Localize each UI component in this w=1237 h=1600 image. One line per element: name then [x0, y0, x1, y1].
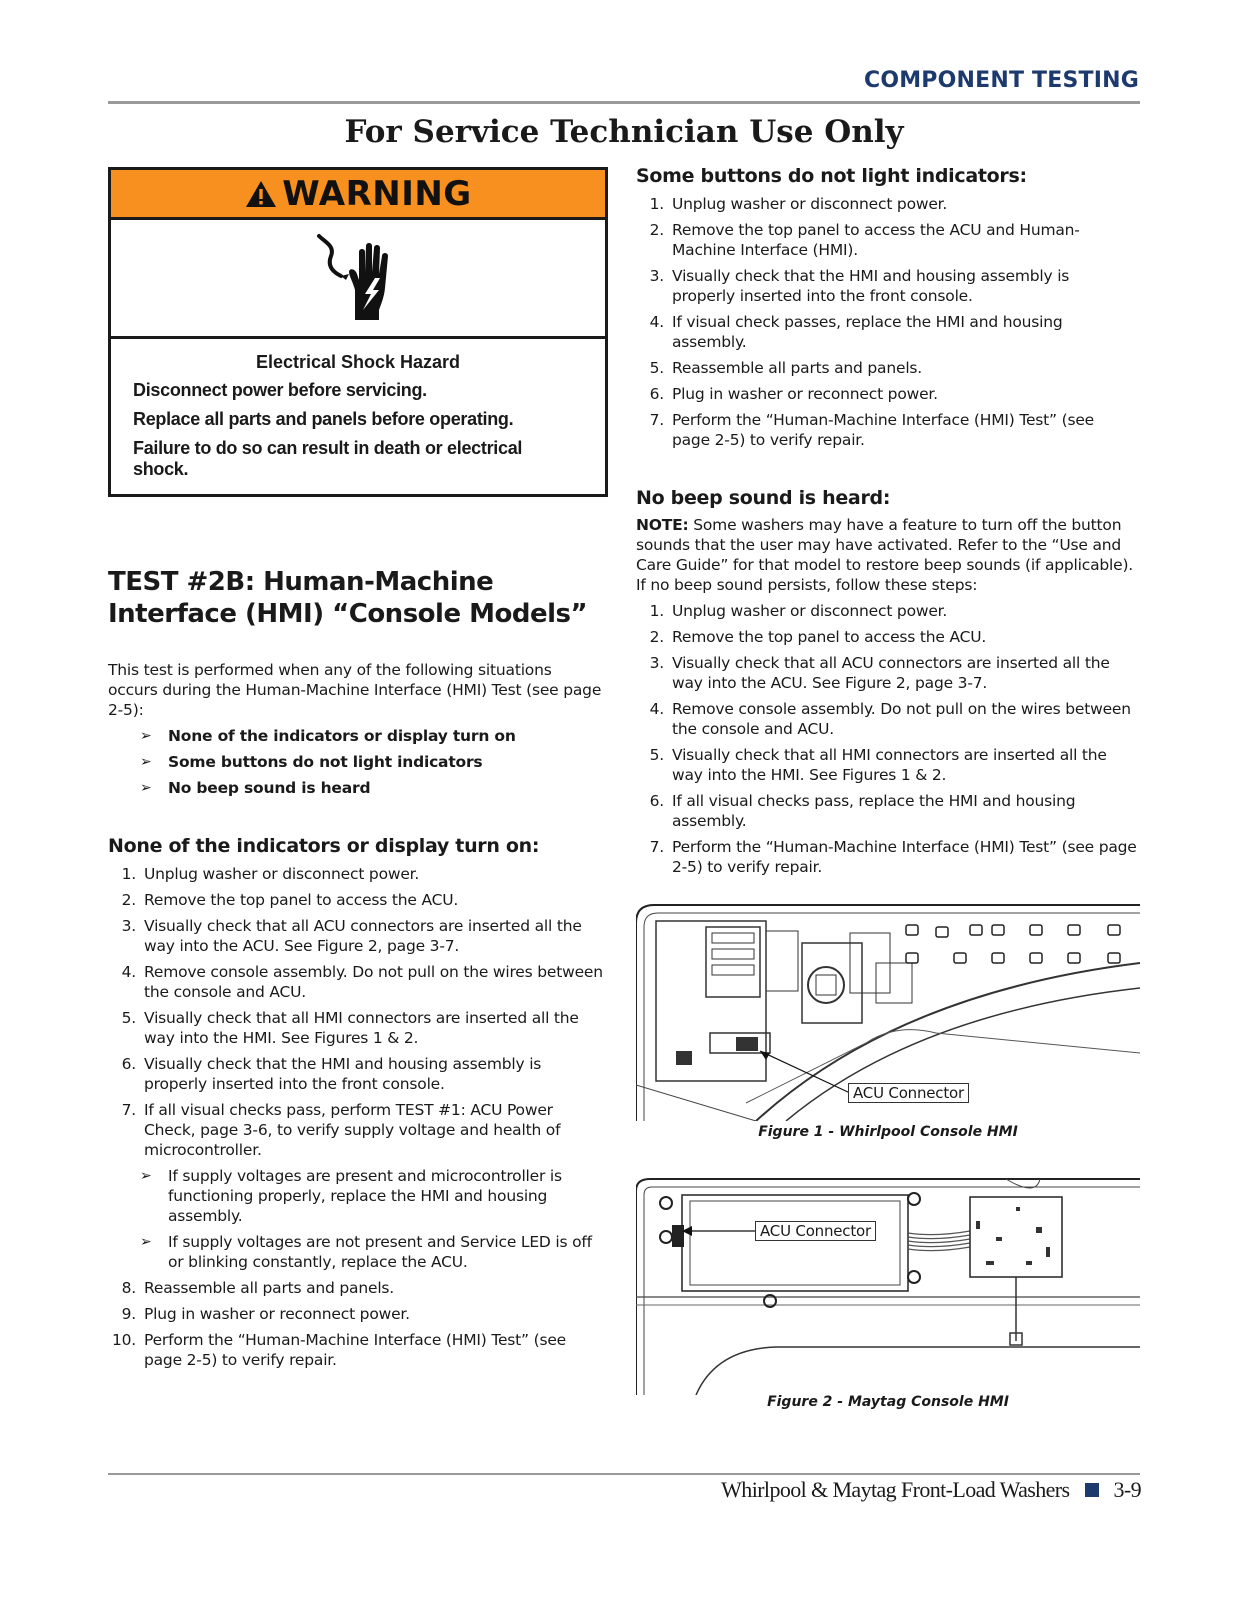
- list-item: 1. Unplug washer or disconnect power.: [649, 195, 948, 213]
- list-item: [138, 752, 603, 772]
- alert-triangle-icon: [244, 179, 278, 209]
- step-text: Visually check that all ACU connectors are inserted all the way into the ACU. See Figure 2, page 3-7.: [672, 654, 1110, 692]
- list-item: 1. Unplug washer or disconnect power.: [121, 865, 420, 883]
- list-item: 5. Visually check that all HMI connectors are inserted all the way into the HMI. See Figures 1 & 2.: [649, 746, 1107, 784]
- step-text: If visual check passes, replace the HMI and housing assembly.: [672, 313, 1063, 351]
- arrow-bullet-icon: ➢: [140, 780, 152, 796]
- step-text: Remove the top panel to access the ACU.: [672, 628, 987, 646]
- list-item: 4. Remove console assembly. Do not pull on the wires between the console and ACU.: [649, 700, 1131, 738]
- none-steps-after: [108, 1278, 608, 1370]
- none-steps: [108, 864, 608, 1160]
- arrow-bullet-icon: ➢: [140, 754, 152, 770]
- test-intro-block: [108, 660, 603, 804]
- beep-steps: [636, 601, 1140, 877]
- list-item: 5. Reassemble all parts and panels.: [649, 359, 923, 377]
- step-text: Unplug washer or disconnect power.: [672, 195, 948, 213]
- figure-1: [636, 903, 1140, 1121]
- some-section-body: [636, 194, 1136, 456]
- warning-hazard: Electrical Shock Hazard: [255, 352, 461, 372]
- arrow-bullet-icon: ➢: [140, 1168, 152, 1184]
- fig2-callout: ACU Connector: [755, 1221, 876, 1241]
- situation-list: [138, 726, 603, 798]
- figure-2: [636, 1177, 1140, 1395]
- beep-section-title: No beep sound is heard:: [636, 487, 891, 509]
- bullet-text: If supply voltages are not present and Service LED is off or blinking constantly, replace the ACU.: [168, 1233, 592, 1271]
- none-sub-bullets: [138, 1166, 608, 1272]
- step-text: If all visual checks pass, perform TEST #1: ACU Power Check, page 3-6, to verify supply voltage and health of microcontroller.: [144, 1101, 561, 1159]
- note-text: Some washers may have a feature to turn off the button sounds that the user may have activated. Refer to the “Use and Care Guide” for that model to restore beep sounds (if applicable). If no beep sound persists, follow these steps:: [636, 516, 1134, 594]
- list-item: 2. Remove the top panel to access the ACU.: [649, 628, 987, 646]
- list-item: 4. Remove console assembly. Do not pull on the wires between the console and ACU.: [121, 963, 603, 1001]
- step-text: Visually check that the HMI and housing assembly is properly inserted into the front console.: [672, 267, 1070, 305]
- step-text: Visually check that the HMI and housing assembly is properly inserted into the front console.: [144, 1055, 542, 1093]
- list-item: [138, 1166, 608, 1226]
- step-text: Unplug washer or disconnect power.: [144, 865, 420, 883]
- list-item: 7. If all visual checks pass, perform TEST #1: ACU Power Check, page 3-6, to verify supply voltage and health of microcontroller.: [121, 1101, 561, 1159]
- step-text: Reassemble all parts and panels.: [144, 1279, 395, 1297]
- list-item: 4. If visual check passes, replace the HMI and housing assembly.: [649, 313, 1063, 351]
- list-item: 6. Visually check that the HMI and housing assembly is properly inserted into the front console.: [121, 1055, 542, 1093]
- list-item: 6. If all visual checks pass, replace the HMI and housing assembly.: [649, 792, 1076, 830]
- step-text: Perform the “Human-Machine Interface (HMI) Test” (see page 2-5) to verify repair.: [144, 1331, 567, 1369]
- list-item: 5. Visually check that all HMI connectors are inserted all the way into the HMI. See Figures 1 & 2.: [121, 1009, 579, 1047]
- list-item: 2. Remove the top panel to access the ACU.: [121, 891, 459, 909]
- step-text: Visually check that all ACU connectors are inserted all the way into the ACU. See Figure 2, page 3-7.: [144, 917, 582, 955]
- page-title: For Service Technician Use Only: [344, 114, 904, 150]
- none-section-title: None of the indicators or display turn on:: [108, 835, 540, 857]
- none-section-body: [108, 864, 608, 1376]
- figure-1-caption: Figure 1 - Whirlpool Console HMI: [758, 1124, 1018, 1140]
- warning-text: [111, 352, 605, 488]
- footer: [721, 1477, 1141, 1503]
- warning-line: Failure to do so can result in death or electrical shock.: [133, 438, 523, 479]
- list-item: [138, 726, 603, 746]
- step-text: Plug in washer or reconnect power.: [672, 385, 938, 403]
- list-item: 3. Visually check that all ACU connectors are inserted all the way into the ACU. See Figure 2, page 3-7.: [121, 917, 582, 955]
- list-item: [138, 1232, 608, 1272]
- list-item: 9. Plug in washer or reconnect power.: [121, 1305, 410, 1323]
- warning-label: WARNING: [282, 173, 472, 214]
- step-text: Remove the top panel to access the ACU.: [144, 891, 459, 909]
- test-title: TEST #2B: Human-Machine Interface (HMI) “Console Models”: [108, 567, 588, 629]
- arrow-bullet-icon: ➢: [140, 1234, 152, 1250]
- step-text: Reassemble all parts and panels.: [672, 359, 923, 377]
- situation-text: No beep sound is heard: [168, 779, 371, 797]
- step-text: Remove console assembly. Do not pull on the wires between the console and ACU.: [672, 700, 1131, 738]
- step-text: Plug in washer or reconnect power.: [144, 1305, 410, 1323]
- arrow-bullet-icon: ➢: [140, 728, 152, 744]
- list-item: 6. Plug in washer or reconnect power.: [649, 385, 938, 403]
- section-title: COMPONENT TESTING: [863, 68, 1139, 93]
- step-text: Remove console assembly. Do not pull on the wires between the console and ACU.: [144, 963, 603, 1001]
- step-text: Perform the “Human-Machine Interface (HMI) Test” (see page 2-5) to verify repair.: [672, 411, 1095, 449]
- header-rule: [108, 101, 1140, 104]
- fig1-callout: ACU Connector: [848, 1083, 969, 1103]
- situation-text: None of the indicators or display turn on: [168, 727, 516, 745]
- warning-icon-area: [111, 220, 605, 339]
- warning-header: [111, 170, 605, 220]
- list-item: 3. Visually check that all ACU connectors are inserted all the way into the ACU. See Figure 2, page 3-7.: [649, 654, 1110, 692]
- footer-text: Whirlpool & Maytag Front-Load Washers: [721, 1477, 1070, 1502]
- footer-rule: [108, 1473, 1140, 1475]
- situation-text: Some buttons do not light indicators: [168, 753, 483, 771]
- warning-line: Disconnect power before servicing.: [133, 380, 427, 400]
- list-item: 2. Remove the top panel to access the ACU and Human-Machine Interface (HMI).: [649, 221, 1080, 259]
- some-steps: [636, 194, 1136, 450]
- electric-shock-hand-icon: [313, 232, 403, 328]
- step-text: Perform the “Human-Machine Interface (HMI) Test” (see page 2-5) to verify repair.: [672, 838, 1137, 876]
- step-text: Remove the top panel to access the ACU and Human-Machine Interface (HMI).: [672, 221, 1080, 259]
- step-text: Unplug washer or disconnect power.: [672, 602, 948, 620]
- warning-line: Replace all parts and panels before operating.: [133, 409, 514, 429]
- test-intro: This test is performed when any of the following situations occurs during the Human-Machine Interface (HMI) Test (see page 2-5):: [108, 661, 602, 719]
- step-text: Visually check that all HMI connectors are inserted all the way into the HMI. See Figures 1 & 2.: [144, 1009, 579, 1047]
- list-item: 10. Perform the “Human-Machine Interface (HMI) Test” (see page 2-5) to verify repair.: [111, 1331, 567, 1369]
- step-text: If all visual checks pass, replace the HMI and housing assembly.: [672, 792, 1076, 830]
- bullet-text: If supply voltages are present and microcontroller is functioning properly, replace the HMI and housing assembly.: [168, 1167, 562, 1225]
- list-item: 3. Visually check that the HMI and housing assembly is properly inserted into the front console.: [649, 267, 1070, 305]
- list-item: [138, 778, 603, 798]
- page-number: 3-9: [1113, 1477, 1141, 1502]
- beep-section-body: [636, 515, 1140, 883]
- list-item: 7. Perform the “Human-Machine Interface (HMI) Test” (see page 2-5) to verify repair.: [649, 411, 1095, 449]
- step-text: Visually check that all HMI connectors are inserted all the way into the HMI. See Figures 1 & 2.: [672, 746, 1107, 784]
- list-item: 7. Perform the “Human-Machine Interface (HMI) Test” (see page 2-5) to verify repair.: [649, 838, 1137, 876]
- note-label: NOTE:: [636, 516, 689, 534]
- beep-note: [636, 515, 1140, 595]
- warning-box: [108, 167, 608, 497]
- footer-square-icon: [1085, 1483, 1099, 1497]
- list-item: 8. Reassemble all parts and panels.: [121, 1279, 395, 1297]
- list-item: 1. Unplug washer or disconnect power.: [649, 602, 948, 620]
- figure-2-caption: Figure 2 - Maytag Console HMI: [767, 1394, 1009, 1410]
- some-section-title: Some buttons do not light indicators:: [636, 165, 1027, 187]
- maytag-console-drawing: [636, 1177, 1140, 1395]
